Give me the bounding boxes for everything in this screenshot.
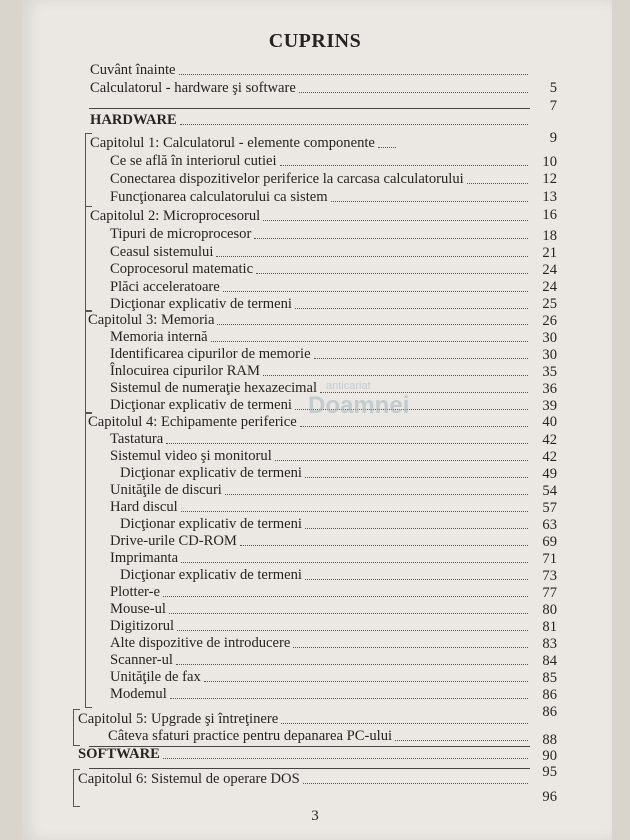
toc-entry-title: Plotter-e [110,584,160,600]
dot-leader [281,723,528,724]
toc-entry-title: Înlocuirea cipurilor RAM [110,363,260,379]
dot-leader [254,238,528,239]
dot-leader [170,698,528,699]
dot-leader [181,511,528,512]
toc-page-number: 90 [542,748,557,764]
dot-leader [293,647,528,648]
dot-leader [181,562,528,563]
dot-leader [314,358,528,359]
dot-leader [263,375,528,376]
toc-entry-title: Digitizorul [110,618,175,634]
toc-page-number: 25 [542,296,557,312]
toc-entry-title: Alte dispozitive de introducere [110,635,291,651]
dot-leader [305,477,528,478]
toc-page-number: 30 [542,347,557,363]
dot-leader [240,545,528,546]
toc-page-number: 7 [549,98,557,114]
toc-page-number: 69 [542,534,557,550]
dot-leader [275,460,528,461]
toc-page-number: 73 [542,568,557,584]
toc-page-number: 83 [542,636,557,652]
toc-page-number: 18 [542,228,557,244]
dot-leader [177,630,528,631]
toc-page-number: 40 [542,414,557,430]
dot-leader [378,147,396,148]
toc-chapter-title: Capitolul 4: Echipamente periferice [88,414,297,430]
dot-leader [216,256,528,257]
toc-page-number: 10 [542,154,557,170]
dot-leader [225,494,528,495]
dot-leader [176,664,528,665]
toc-entry-title: Dicţionar explicativ de termeni [120,516,302,532]
toc-entry-title: Drive-urile CD-ROM [110,533,237,549]
toc-page-number: 81 [542,619,557,635]
dot-leader [223,291,528,292]
watermark-line-2: Doamnei [308,392,410,419]
toc-page-number: 42 [542,432,557,448]
dot-leader [163,596,528,597]
dot-leader [303,783,528,784]
toc-entry-title: Dicţionar explicativ de termeni [120,567,302,583]
dot-leader [211,341,528,342]
dot-leader [179,74,528,75]
chapter-bracket [85,133,92,207]
toc-page-number: 5 [549,80,557,96]
toc-chapter-title: Capitolul 6: Sistemul de operare DOS [78,771,300,787]
toc-chapter-title: Capitolul 1: Calculatorul - elemente componente [90,135,375,151]
toc-entry-title: Memoria internă [110,329,208,345]
toc-page-number: 88 [542,732,557,748]
toc-entry-title: Tastatura [110,431,164,447]
toc-page-number: 96 [542,789,557,805]
toc-page-number: 71 [542,551,557,567]
dot-leader [395,740,528,741]
toc-entry-title: Funcţionarea calculatorului ca sistem [110,189,328,205]
toc-page-number: 95 [542,764,557,780]
dot-leader [295,409,528,410]
toc-page-number: 24 [542,262,557,278]
toc-page-number: 80 [542,602,557,618]
dot-leader [305,579,528,580]
toc-entry-title: Câteva sfaturi practice pentru depanarea PC-ului [108,728,393,744]
dot-leader [295,308,528,309]
toc-chapter-title: Capitolul 2: Microprocesorul [90,208,261,224]
dot-leader [331,201,528,202]
section-rule [89,746,530,747]
toc-page-number: 12 [542,171,557,187]
toc-entry-title: Ceasul sistemului [110,244,214,260]
toc-page-number: 86 [542,687,557,703]
page-title: CUPRINS [268,30,362,52]
toc-page-number: 21 [542,245,557,261]
toc-page-number: 84 [542,653,557,669]
toc-page-number: 16 [542,207,557,223]
chapter-bracket [73,769,80,807]
dot-leader [467,183,528,184]
dot-leader [305,528,528,529]
section-rule [89,768,530,769]
toc-entry-title: Imprimanta [110,550,179,566]
watermark-line-1: anticariat [326,380,371,392]
toc-entry-title: Mouse-ul [110,601,166,617]
toc-page-number: 42 [542,449,557,465]
toc-entry-title: Unităţile de discuri [110,482,222,498]
toc-entry-title: Dicţionar explicativ de termeni [110,296,292,312]
toc-chapter-title: Capitolul 3: Memoria [88,312,215,328]
dot-leader [263,220,528,221]
dot-leader [217,324,528,325]
toc-entry-title: Modemul [110,686,167,702]
toc-page-number: 9 [549,130,557,146]
toc-page-number: 39 [542,398,557,414]
toc-page-number: 86 [542,704,557,720]
toc-entry-title: Scanner-ul [110,652,173,668]
dot-leader [320,392,528,393]
toc-entry-title: Unităţile de fax [110,669,201,685]
toc-entry-title: Dicţionar explicativ de termeni [110,397,292,413]
toc-section-title: SOFTWARE [78,746,160,762]
section-rule [89,108,530,109]
toc-page-number: 13 [542,189,557,205]
toc-page-number: 63 [542,517,557,533]
toc-chapter-title: Capitolul 5: Upgrade şi întreţinere [78,711,279,727]
toc-entry-title: Conectarea dispozitivelor periferice la carcasa calculatorului [110,171,464,187]
dot-leader [166,443,528,444]
toc-entry-title: Coprocesorul matematic [110,261,254,277]
page-number: 3 [311,808,319,824]
dot-leader [300,426,528,427]
chapter-bracket [85,310,92,414]
toc-page-number: 57 [542,500,557,516]
toc-entry-title: Sistemul video şi monitorul [110,448,272,464]
toc-entry-title: Dicţionar explicativ de termeni [120,465,302,481]
toc-page-number: 36 [542,381,557,397]
toc-page-number: 35 [542,364,557,380]
toc-page-number: 24 [542,279,557,295]
dot-leader [204,681,528,682]
dot-leader [163,758,528,759]
toc-entry-title: Ce se află în interiorul cutiei [110,153,277,169]
toc-entry-title: Sistemul de numeraţie hexazecimal [110,380,318,396]
dot-leader [280,165,528,166]
chapter-bracket [85,412,92,708]
chapter-bracket [85,206,92,312]
toc-entry-title: Calculatorul - hardware şi software [90,80,296,96]
toc-page-number: 49 [542,466,557,482]
toc-entry-title: Plăci acceleratoare [110,279,220,295]
dot-leader [169,613,528,614]
dot-leader [180,124,528,125]
dot-leader [256,273,528,274]
toc-entry-title: Identificarea cipurilor de memorie [110,346,311,362]
dot-leader [299,92,528,93]
toc-page-number: 54 [542,483,557,499]
toc-entry-title: Tipuri de microprocesor [110,226,252,242]
toc-page-number: 77 [542,585,557,601]
toc-page-number: 30 [542,330,557,346]
toc-page-number: 85 [542,670,557,686]
toc-entry-title: Cuvânt înainte [90,62,176,78]
chapter-bracket [73,709,80,746]
toc-entry-title: Hard discul [110,499,178,515]
toc-page-number: 26 [542,313,557,329]
toc-section-title: HARDWARE [90,112,177,128]
